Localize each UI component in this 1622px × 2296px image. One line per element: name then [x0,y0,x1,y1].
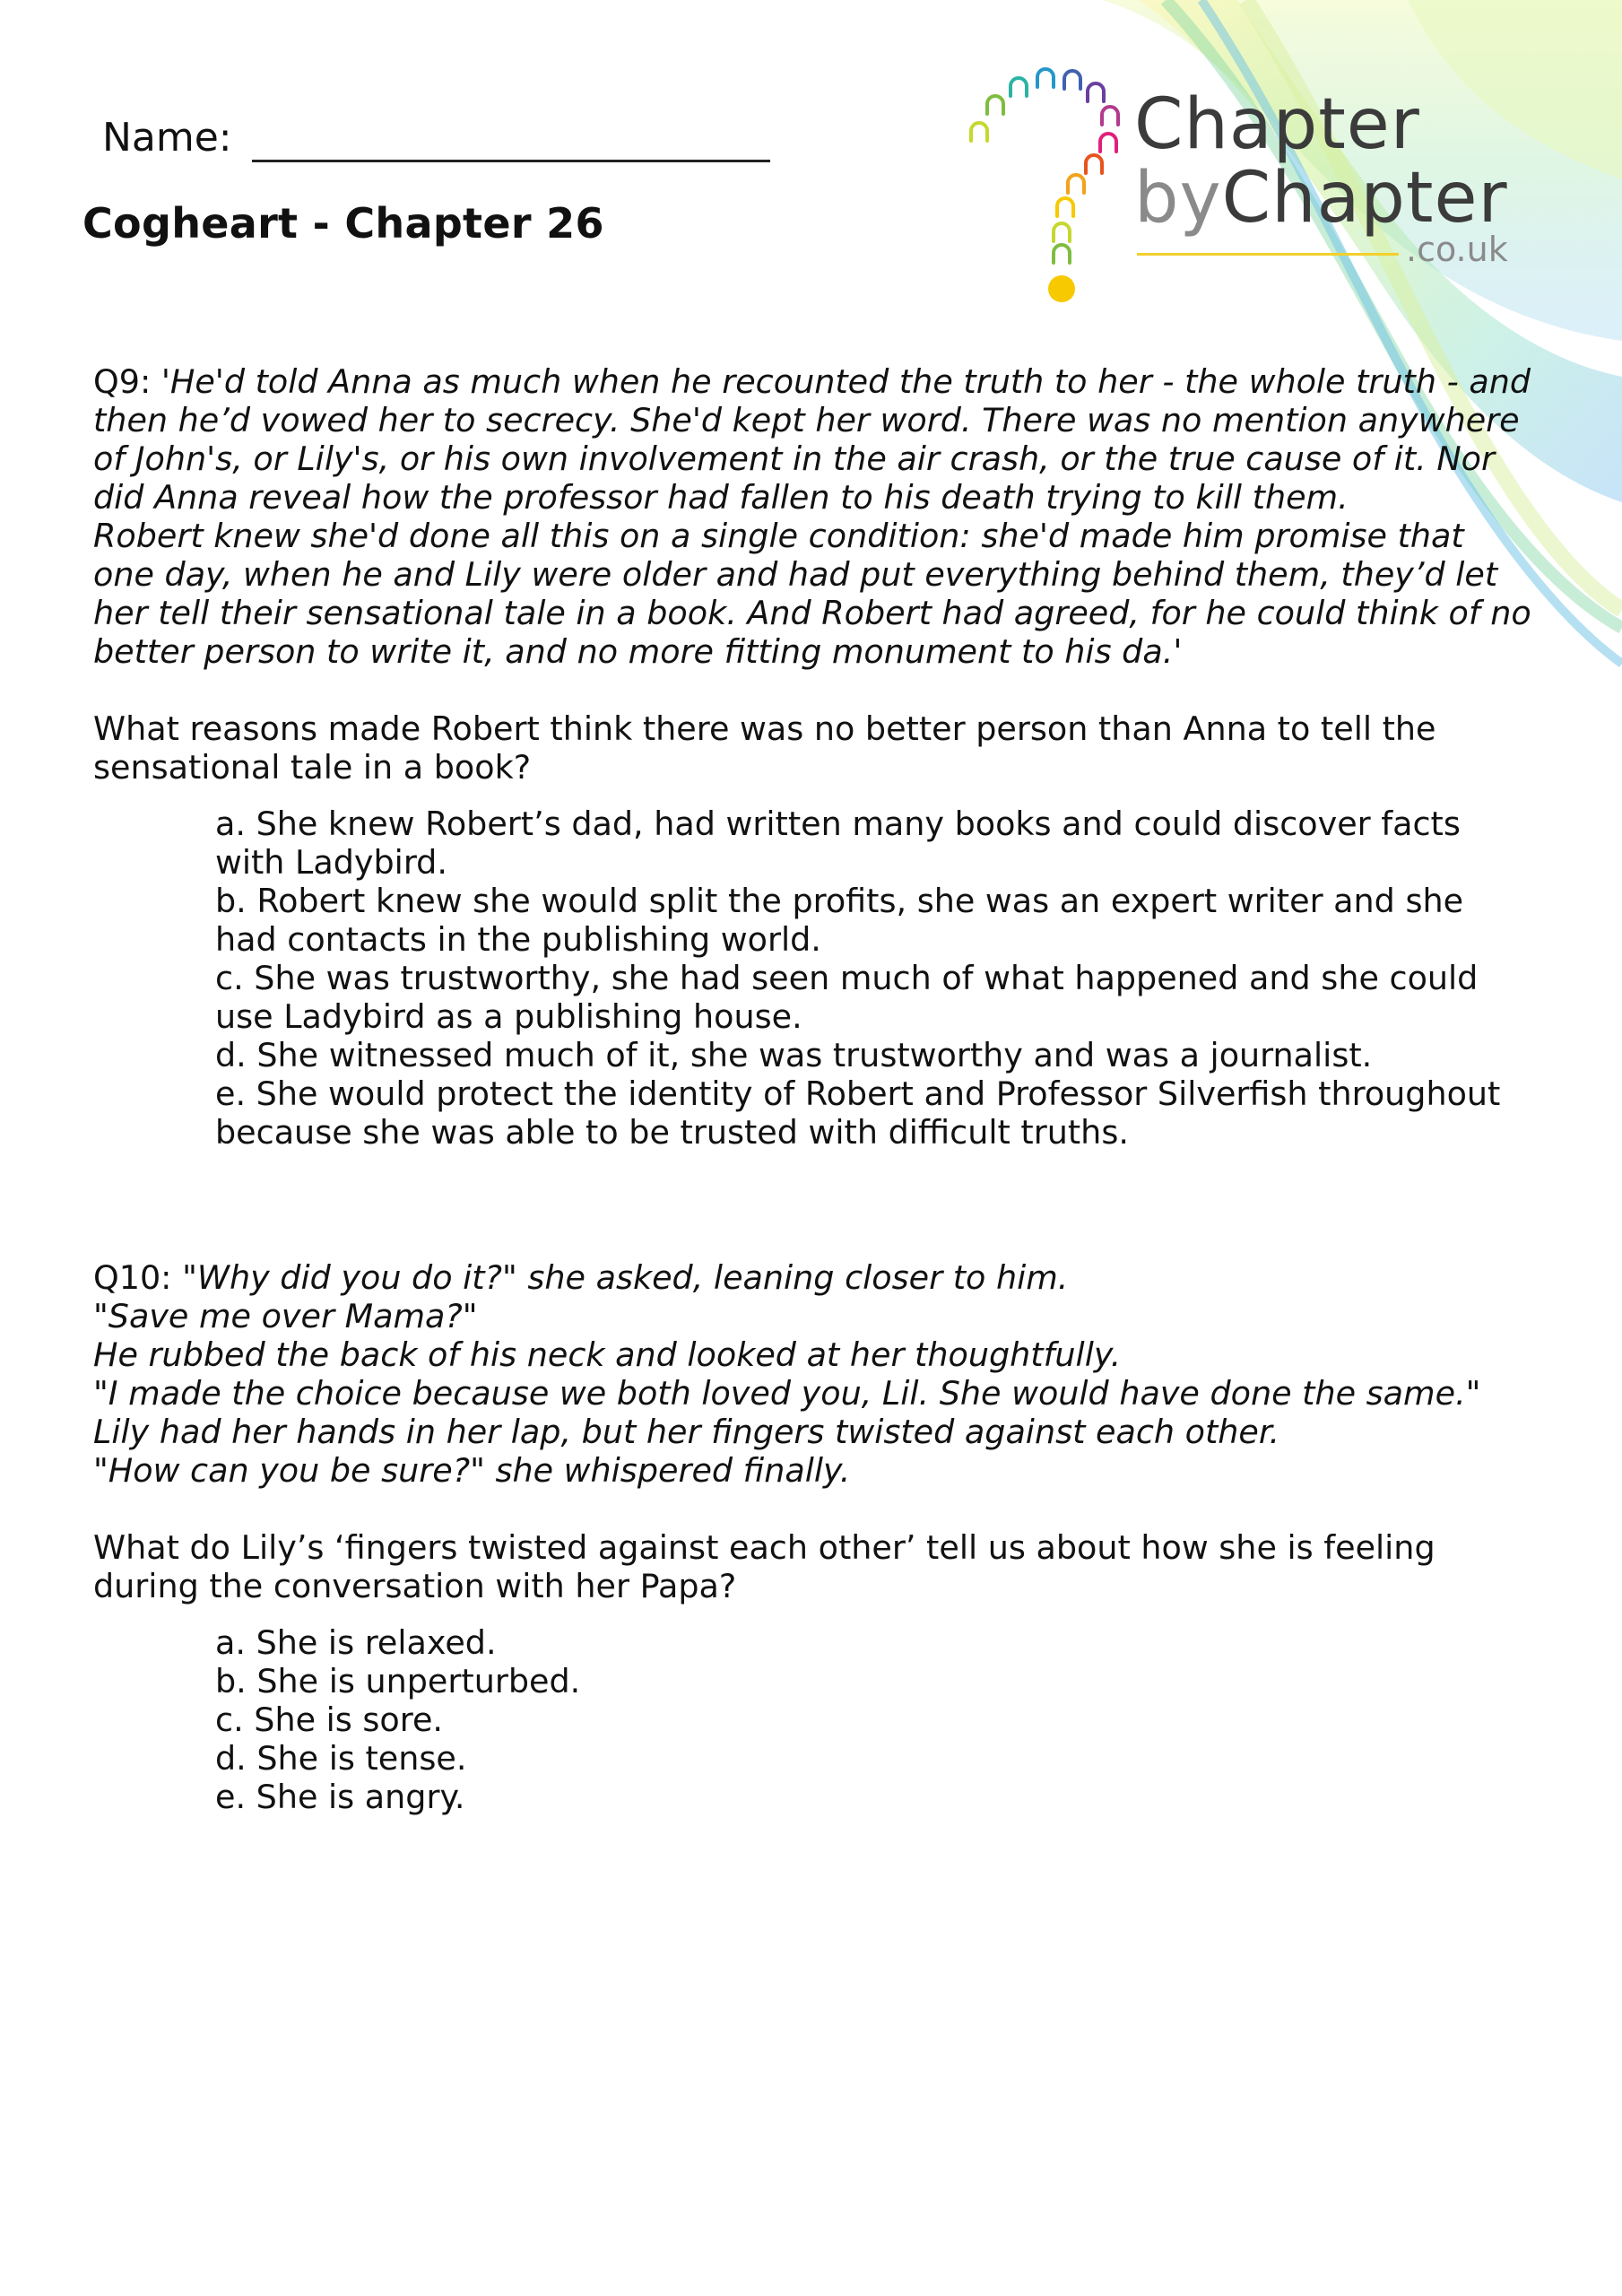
option-text: because she was able to be trusted with difficult truths. [215,1113,1129,1152]
q9-passage-line: her tell their sensational tale in a book. And Robert had agreed, for he could think of no [93,594,1531,632]
q9-passage-line: then he’d vowed her to secrecy. She'd kept her word. There was no mention anywhere [93,401,1520,439]
logo-book-mark [1037,69,1054,87]
logo-by: by [1134,158,1222,239]
q9-question [93,709,1546,787]
logo-book-mark [971,123,987,141]
logo-book-mark [987,96,1003,114]
logo-wordmark [1134,84,1508,239]
name-field[interactable] [102,115,770,162]
q10-passage [93,1258,1546,1490]
q10-options [93,1623,1546,1816]
option-text: c. She was trustworthy, she had seen much of what happened and she could [215,959,1479,997]
q9-passage-line: 'He'd told Anna as much when he recounted the truth to her - the whole truth - and [160,362,1531,401]
q10-label: Q10: [93,1258,172,1297]
q10-question [93,1528,1546,1605]
q10-passage-line: "Save me over Mama?" [93,1297,478,1335]
logo-book-mark [1054,245,1070,263]
q10-passage-line: Lily had her hands in her lap, but her fingers twisted against each other. [93,1413,1280,1451]
q10-option-e[interactable]: e. She is angry. [215,1778,465,1816]
option-text: e. She would protect the identity of Robert and Professor Silverfish throughout [215,1074,1501,1113]
logo-line2 [1134,158,1508,239]
option-text: a. She knew Robert’s dad, had written many books and could discover facts [215,804,1461,843]
logo-book-mark [1054,223,1070,241]
q9-option-e[interactable] [215,1074,1546,1152]
option-text: b. Robert knew she would split the profits, she was an expert writer and she [215,882,1464,920]
q10-passage-line: "How can you be sure?" she whispered finally. [93,1451,851,1490]
logo-book-mark [1064,71,1080,89]
q9-passage-line: of John's, or Lily's, or his own involvement in the air crash, or the true cause of it. Nor [93,439,1495,478]
q10-question-line: during the conversation with her Papa? [93,1567,737,1605]
q10-option-c[interactable]: c. She is sore. [215,1700,444,1739]
q9-question-line: sensational tale in a book? [93,748,532,787]
option-text: use Ladybird as a publishing house. [215,997,802,1036]
option-text: d. She witnessed much of it, she was trustworthy and was a journalist. [215,1036,1373,1074]
q9-question-line: What reasons made Robert think there was no better person than Anna to tell the [93,709,1436,748]
q9-options [93,804,1546,1152]
logo-book-mark [1010,78,1027,96]
q10-question-line: What do Lily’s ‘fingers twisted against each other’ tell us about how she is feeling [93,1528,1436,1567]
q9-passage-line: better person to write it, and no more fitting monument to his da.' [93,632,1183,671]
option-text: had contacts in the publishing world. [215,920,821,959]
q9-label: Q9: [93,362,152,401]
q9-passage [93,362,1546,671]
q10-passage-line: "I made the choice because we both loved you, Lil. She would have done the same." [93,1374,1481,1413]
q9-passage-line: Robert knew she'd done all this on a single condition: she'd made him promise that [93,517,1464,555]
worksheet-title: Cogheart - Chapter 26 [82,199,604,248]
logo-dot [1048,275,1075,302]
name-label: Name: [102,115,232,161]
logo-book-mark [1102,107,1118,125]
logo-chapter: Chapter [1221,158,1508,239]
logo-domain: .co.uk [1406,230,1508,269]
option-text: with Ladybird. [215,843,447,882]
logo-underline [1137,253,1399,256]
q9-option-b[interactable] [215,882,1546,959]
q9-passage-line: one day, when he and Lily were older and had put everything behind them, they’d let [93,555,1498,594]
q9-option-c[interactable] [215,959,1546,1036]
q9-option-a[interactable] [215,804,1546,882]
q10-option-d[interactable]: d. She is tense. [215,1739,467,1778]
logo-book-mark [1100,134,1116,152]
q10-passage-line: "Why did you do it?" she asked, leaning closer to him. [182,1258,1069,1297]
q10-option-a[interactable]: a. She is relaxed. [215,1623,497,1662]
question-10 [93,1258,1546,1816]
q9-option-d[interactable] [215,1036,1546,1074]
logo-book-mark [1086,155,1102,173]
logo-line1: Chapter [1134,84,1420,165]
logo-book-mark [1068,175,1084,193]
q10-passage-line: He rubbed the back of his neck and looked at her thoughtfully. [93,1335,1122,1374]
q10-option-b[interactable]: b. She is unperturbed. [215,1662,581,1700]
name-write-line[interactable] [252,120,770,162]
logo-book-mark [1057,198,1073,216]
q9-passage-line: did Anna reveal how the professor had fallen to his death trying to kill them. [93,478,1349,517]
logo-book-mark [1088,83,1104,101]
question-9 [93,362,1546,1152]
